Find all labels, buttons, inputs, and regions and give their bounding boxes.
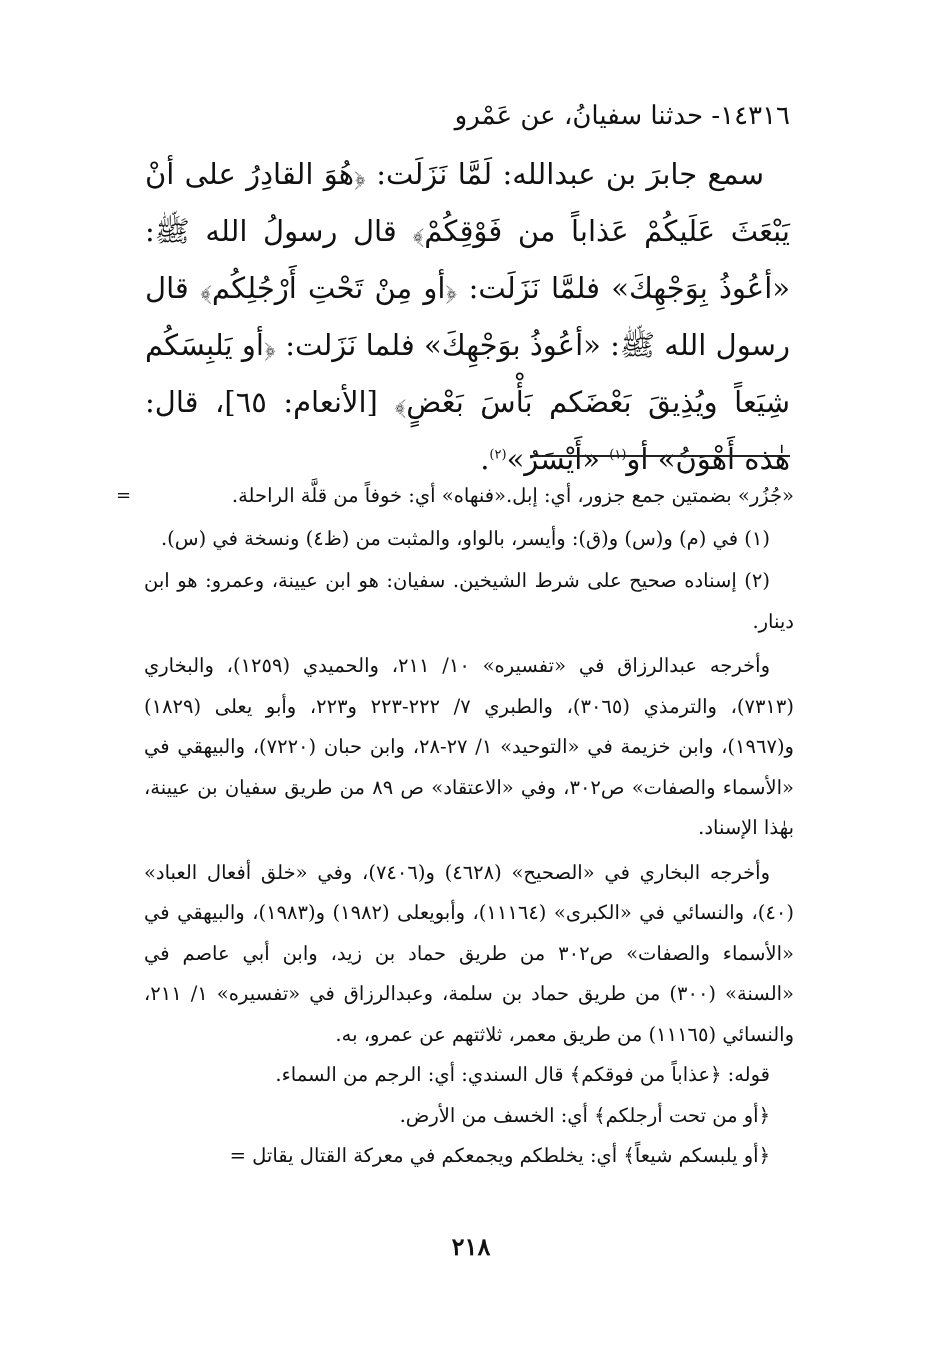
footnote-continuation-text: «جُزُر» بضمتين جمع جزور، أي: إبل.«فنهاه» أي: خوفاً من قلَّة الراحلة.: [231, 484, 794, 507]
footnote-gloss-1: قوله: ﴿عذاباً من فوقكم﴾ قال السندي: أي: الرجم من السماء.: [275, 1063, 770, 1086]
footnotes-section: [116, 476, 794, 1177]
footnote-divider: [530, 455, 790, 457]
footnote-gloss-3: ﴿أو يلبسكم شيعاً﴾ أي: يخلطكم ويجمعكم في معركة القتال يقاتل =: [229, 1144, 770, 1167]
footnote-2: (٢) إسناده صحيح على شرط الشيخين. سفيان: هو ابن عيينة، وعمرو: هو ابن دينار.: [144, 569, 794, 633]
footnote-gloss-2: ﴿أو من تحت أرجلكم﴾ أي: الخسف من الأرض.: [399, 1103, 770, 1127]
hadith-body-tail: «أَيْسَرُ»: [506, 442, 610, 476]
footnote-continuation: [116, 476, 794, 517]
page-number: ٢١٨: [451, 1232, 491, 1261]
footnote-ref-1: (١): [609, 447, 627, 463]
continuation-mark: =: [116, 485, 132, 506]
footnote-takhrij-1: وأخرجه عبدالرزاق في «تفسيره» ١٠/ ٢١١، والحميدي (١٢٥٩)، والبخاري (٧٣١٣)، والترمذي (٣٠٦٥)، والطبري ٧/ ٢٢٢-٢٢٣ و٢٢٣، وأبو يعلى (١٨٢٩) و(١٩٦٧)، وابن خزيمة في «التوحيد» ١/ ٢٧-٢٨، وابن حبان (٧٢٢٠)، والبيهقي في «الأسماء والصفات» ص٣٠٢، وفي «الاعتقاد» ص ٨٩ من طريق سفيان بن عيينة، بهٰذا الإسناد.: [144, 654, 794, 839]
hadith-body-end: .: [480, 442, 490, 476]
footnote-1: (١) في (م) و(س) و(ق): وأيسر، بالواو، والمثبت من (ظ٤) ونسخة في (س).: [160, 526, 770, 550]
footnote-takhrij-2: وأخرجه البخاري في «الصحيح» (٤٦٢٨) و(٧٤٠٦)، وفي «خلق أفعال العباد» (٤٠)، والنسائي في «الكبرى» (١١١٦٤)، وأبويعلى (١٩٨٢) و(١٩٨٣)، والبيهقي في «الأسماء والصفات» ص٣٠٢ من طريق حماد بن زيد، وابن أبي عاصم في «السنة» (٣٠٠) من طريق حماد بن سلمة، وعبدالرزاق في «تفسيره» ١/ ٢١١، والنسائي (١١١٦٥) من طريق معمر، ثلاثتهم عن عمرو، به.: [144, 860, 794, 1046]
hadith-body-text: سمع جابرَ بن عبدالله: لَمَّا نَزَلَت: ﴿هُوَ القادِرُ على أنْ يَبْعَثَ عَلَيكُمْ عَذاباً من فَوْقِكُمْ﴾ قال رسولُ الله ﷺ: «أعُوذُ بِوَجْهِكَ» فلمَّا نَزَلَت: ﴿أو مِنْ تَحْتِ أَرْجُلِكُم﴾ قال رسول الله ﷺ: «أعُوذُ بوَجْهِكَ» فلما نَزَلت: ﴿أو يَلبِسَكُم شِيَعاً ويُذِيقَ بَعْضَكم بَأْسَ بَعْضٍ﴾ [الأنعام: ٦٥]، قال: هٰذه أَهْوَنُ» أو: [145, 157, 790, 476]
footnote-ref-2: (٢): [489, 447, 507, 463]
hadith-body: [145, 146, 790, 488]
hadith-text: [145, 88, 790, 488]
hadith-header: ١٤٣١٦- حدثنا سفيانُ، عن عَمْرو: [454, 101, 790, 131]
